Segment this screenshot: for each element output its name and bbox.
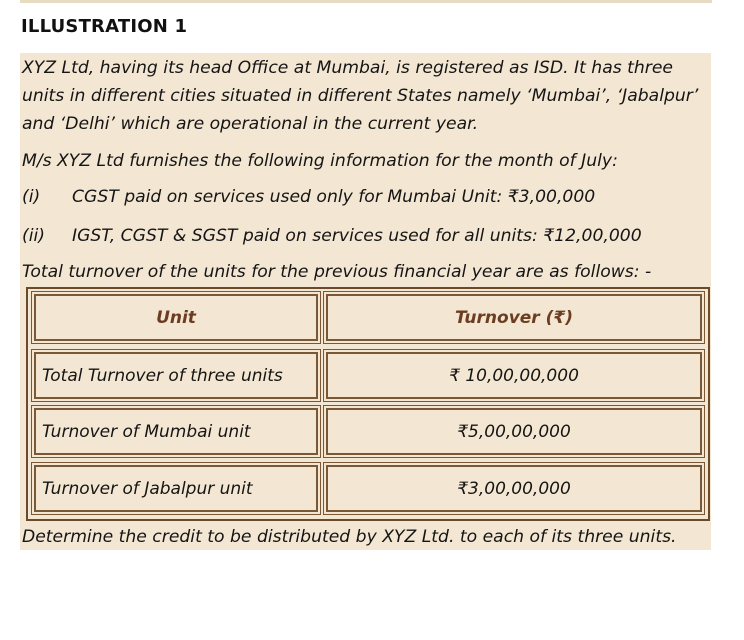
turnover-intro: Total turnover of the units for the previous financial year are as follows: -: [22, 262, 652, 282]
table-row-1-turnover: ₹ 10,00,00,000: [326, 352, 702, 399]
table-header-turnover: Turnover (₹): [326, 294, 702, 341]
item-ii-text: IGST, CGST & SGST paid on services used for all units: ₹12,00,000: [72, 226, 642, 246]
intro-line-3: and ‘Delhi’ which are operational in the current year.: [22, 114, 479, 134]
item-ii: [22, 226, 642, 246]
table-row-3-turnover: ₹3,00,00,000: [326, 465, 702, 512]
item-i: [22, 187, 595, 207]
illustration-heading: ILLUSTRATION 1: [21, 16, 188, 37]
item-i-number: (i): [22, 187, 41, 207]
info-intro: M/s XYZ Ltd furnishes the following information for the month of July:: [22, 151, 618, 171]
table-row-2-turnover: ₹5,00,00,000: [326, 408, 702, 455]
top-divider: [20, 0, 712, 3]
question-text: Determine the credit to be distributed by XYZ Ltd. to each of its three units.: [22, 527, 677, 547]
table-row-3-unit: Turnover of Jabalpur unit: [34, 465, 318, 512]
intro-line-1: XYZ Ltd, having its head Office at Mumbai, is registered as ISD. It has three: [22, 58, 674, 78]
item-i-text: CGST paid on services used only for Mumbai Unit: ₹3,00,000: [72, 187, 596, 207]
table-header-unit: Unit: [34, 294, 318, 341]
intro-line-2: units in different cities situated in different States namely ‘Mumbai’, ‘Jabalpur’: [22, 86, 699, 106]
table-row-2-unit: Turnover of Mumbai unit: [34, 408, 318, 455]
item-ii-number: (ii): [22, 226, 45, 246]
turnover-table: [26, 287, 710, 521]
table-row-1-unit: Total Turnover of three units: [34, 352, 318, 399]
